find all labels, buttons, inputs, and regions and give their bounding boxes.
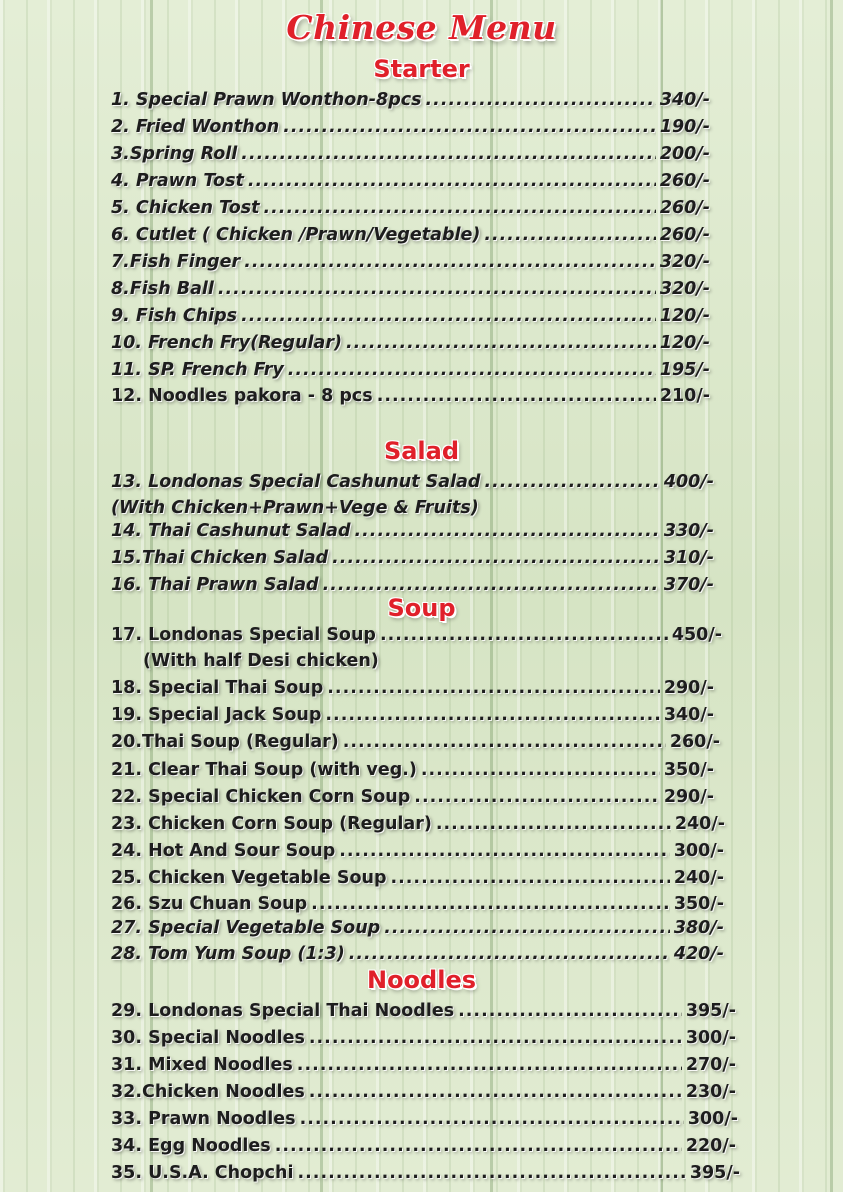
item-price: 320/-	[659, 279, 710, 299]
item-price: 220/-	[685, 1136, 736, 1156]
item-price: 400/-	[663, 472, 714, 492]
dot-leader	[264, 196, 656, 220]
item-price: 290/-	[663, 787, 714, 807]
item-name: 19. Special Jack Soup	[111, 705, 322, 725]
menu-item	[111, 1053, 736, 1077]
item-price: 200/-	[659, 144, 710, 164]
item-price: 270/-	[685, 1055, 736, 1075]
menu-item	[111, 812, 725, 836]
item-price: 260/-	[659, 225, 710, 245]
item-name: 9. Fish Chips	[111, 306, 238, 326]
menu-item	[111, 839, 724, 863]
menu-item	[111, 758, 714, 782]
item-price: 395/-	[685, 1001, 736, 1021]
item-price: 350/-	[673, 894, 724, 914]
dot-leader	[309, 1026, 682, 1050]
dot-leader	[248, 169, 656, 193]
item-name: 16. Thai Prawn Salad	[111, 575, 319, 595]
item-name: 25. Chicken Vegetable Soup	[111, 868, 387, 888]
item-name: 13. Londonas Special Cashunut Salad	[111, 472, 481, 492]
item-name: 27. Special Vegetable Soup	[111, 918, 381, 938]
item-price: 260/-	[669, 732, 720, 752]
item-name: 35. U.S.A. Chopchi	[111, 1163, 294, 1183]
item-note: (With Chicken+Prawn+Vege & Fruits)	[111, 498, 479, 518]
menu-item	[111, 384, 710, 408]
menu-item	[111, 1080, 736, 1104]
dot-leader	[458, 999, 682, 1023]
item-name: 24. Hot And Sour Soup	[111, 841, 336, 861]
item-name: 32.Chicken Noodles	[111, 1082, 305, 1102]
menu-item	[111, 519, 714, 543]
dot-leader	[288, 358, 656, 382]
item-name: 26. Szu Chuan Soup	[111, 894, 308, 914]
menu-item	[111, 250, 710, 274]
item-name: 34. Egg Noodles	[111, 1136, 271, 1156]
menu-item	[111, 1026, 736, 1050]
item-name: 14. Thai Cashunut Salad	[111, 521, 351, 541]
item-price: 210/-	[659, 386, 710, 406]
item-name: 4. Prawn Tost	[111, 171, 244, 191]
menu-item	[111, 142, 710, 166]
dot-leader	[349, 942, 670, 966]
item-price: 230/-	[685, 1082, 736, 1102]
item-name: 18. Special Thai Soup	[111, 678, 324, 698]
item-name: 15.Thai Chicken Salad	[111, 548, 329, 568]
dot-leader	[311, 892, 670, 916]
item-name: 12. Noodles pakora - 8 pcs	[111, 386, 373, 406]
item-name: 22. Special Chicken Corn Soup	[111, 787, 411, 807]
section-heading-salad: Salad	[383, 437, 460, 465]
item-price: 290/-	[663, 678, 714, 698]
dot-leader	[484, 470, 659, 494]
menu-item	[111, 331, 710, 355]
menu-item	[111, 88, 710, 112]
dot-leader	[377, 384, 656, 408]
dot-leader	[283, 115, 656, 139]
item-price: 370/-	[663, 575, 714, 595]
dot-leader	[355, 519, 660, 543]
menu-item	[111, 1134, 736, 1158]
item-name: 1. Special Prawn Wonthon-8pcs	[111, 90, 422, 110]
menu-item	[111, 785, 714, 809]
item-name: 7.Fish Finger	[111, 252, 241, 272]
item-price: 420/-	[673, 944, 724, 964]
menu-item	[111, 892, 724, 916]
menu-item	[111, 1107, 738, 1131]
menu-item	[111, 277, 710, 301]
item-name: 3.Spring Roll	[111, 144, 238, 164]
dot-leader	[332, 546, 660, 570]
item-name: 10. French Fry(Regular)	[111, 333, 342, 353]
dot-leader	[244, 250, 656, 274]
item-name: 17. Londonas Special Soup	[111, 625, 376, 645]
menu-item	[111, 730, 720, 754]
menu-item	[111, 676, 714, 700]
item-price: 120/-	[659, 333, 710, 353]
item-name: 20.Thai Soup (Regular)	[111, 732, 339, 752]
item-price: 260/-	[659, 198, 710, 218]
menu-item	[111, 223, 710, 247]
dot-leader	[241, 142, 656, 166]
menu-item	[111, 999, 736, 1023]
item-price: 300/-	[673, 841, 724, 861]
dot-leader	[484, 223, 655, 247]
item-price: 195/-	[659, 360, 710, 380]
item-name: 30. Special Noodles	[111, 1028, 305, 1048]
section-heading-starter: Starter	[373, 55, 470, 83]
item-name: 31. Mixed Noodles	[111, 1055, 293, 1075]
menu-item	[111, 866, 724, 890]
dot-leader	[298, 1161, 686, 1185]
item-price: 340/-	[663, 705, 714, 725]
dot-leader	[218, 277, 656, 301]
item-name: 33. Prawn Noodles	[111, 1109, 296, 1129]
dot-leader	[436, 812, 671, 836]
item-name: 11. SP. French Fry	[111, 360, 284, 380]
dot-leader	[300, 1107, 684, 1131]
item-price: 310/-	[663, 548, 714, 568]
item-price: 450/-	[671, 625, 722, 645]
section-heading-soup: Soup	[387, 594, 456, 622]
menu-title: Chinese Menu	[286, 8, 557, 47]
item-name: 8.Fish Ball	[111, 279, 214, 299]
menu-item	[111, 623, 722, 647]
dot-leader	[346, 331, 656, 355]
menu-item	[111, 115, 710, 139]
item-price: 330/-	[663, 521, 714, 541]
menu-item	[111, 942, 724, 966]
item-price: 320/-	[659, 252, 710, 272]
menu-item	[111, 703, 714, 727]
dot-leader	[380, 623, 668, 647]
item-name: 5. Chicken Tost	[111, 198, 260, 218]
item-note: (With half Desi chicken)	[143, 651, 379, 671]
dot-leader	[343, 730, 666, 754]
dot-leader	[339, 839, 670, 863]
menu-item	[111, 169, 710, 193]
menu-item	[111, 546, 714, 570]
menu-item	[111, 196, 710, 220]
item-name: 2. Fried Wonthon	[111, 117, 280, 137]
dot-leader	[241, 304, 656, 328]
menu-item	[111, 1161, 740, 1185]
dot-leader	[414, 785, 660, 809]
item-price: 240/-	[674, 814, 725, 834]
dot-leader	[421, 758, 660, 782]
dot-leader	[384, 916, 670, 940]
item-price: 300/-	[685, 1028, 736, 1048]
dot-leader	[390, 866, 669, 890]
item-price: 395/-	[689, 1163, 740, 1183]
item-price: 120/-	[659, 306, 710, 326]
dot-leader	[309, 1080, 682, 1104]
dot-leader	[327, 676, 660, 700]
item-name: 29. Londonas Special Thai Noodles	[111, 1001, 455, 1021]
item-price: 340/-	[659, 90, 710, 110]
item-name: 28. Tom Yum Soup (1:3)	[111, 944, 345, 964]
menu-item	[111, 470, 714, 494]
item-price: 240/-	[673, 868, 724, 888]
menu-item	[111, 304, 710, 328]
menu-item	[111, 358, 710, 382]
dot-leader	[275, 1134, 682, 1158]
item-name: 21. Clear Thai Soup (with veg.)	[111, 760, 417, 780]
dot-leader	[426, 88, 656, 112]
item-price: 350/-	[663, 760, 714, 780]
item-name: 23. Chicken Corn Soup (Regular)	[111, 814, 432, 834]
item-price: 380/-	[673, 918, 724, 938]
dot-leader	[297, 1053, 682, 1077]
menu-item	[111, 916, 724, 940]
section-heading-noodles: Noodles	[366, 966, 477, 994]
item-name: 6. Cutlet ( Chicken /Prawn/Vegetable)	[111, 225, 481, 245]
item-price: 190/-	[659, 117, 710, 137]
item-price: 260/-	[659, 171, 710, 191]
item-price: 300/-	[687, 1109, 738, 1129]
dot-leader	[325, 703, 659, 727]
